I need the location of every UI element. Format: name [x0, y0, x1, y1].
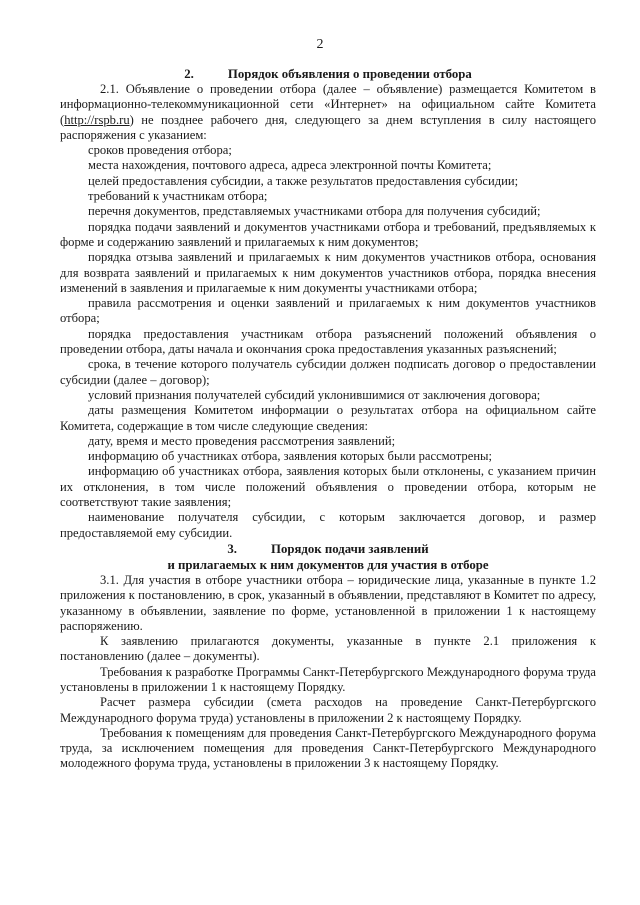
section-3-title-line2: и прилагаемых к ним документов для участия в отборе	[167, 557, 489, 572]
list-item: требований к участникам отбора;	[88, 189, 268, 204]
section-2-heading	[60, 66, 596, 82]
section-3-heading	[60, 541, 596, 573]
page-number: 2	[316, 37, 324, 52]
list-item: порядка подачи заявлений и документов участниками отбора и требований, предъявляемых к форме и содержанию заявлений и прилагаемых к ним документов;	[60, 219, 596, 249]
list-item: даты размещения Комитетом информации о результатах отбора на официальном сайте Комитета, содержащие в том числе следующие сведения:	[60, 403, 596, 433]
list-item: целей предоставления субсидии, а также результатов предоставления субсидии;	[88, 173, 519, 188]
list-item: места нахождения, почтового адреса, адреса электронной почты Комитета;	[88, 158, 492, 173]
list-item: порядка предоставления участникам отбора разъяснений положений объявления о проведении отбора, даты начала и окончания срока предоставления указанных разъяснений;	[60, 326, 596, 357]
list-item: информацию об участниках отбора, заявления которых были отклонены, с указанием причин их отклонения, в том числе положений объявления о проведении отбора, которым не соответствуют такие заявления;	[60, 464, 596, 510]
list-item: правила рассмотрения и оценки заявлений и прилагаемых к ним документов участников отбора;	[60, 296, 596, 326]
section-3-title-line1: Порядок подачи заявлений	[271, 541, 429, 556]
paragraph: Требования к помещениям для проведения Санкт-Петербургского Международного форума труда, за исключением помещения для проведения Санкт-Петербургского Международного молодежного форума труда, установлены в приложении 3 к настоящему Порядку.	[60, 725, 596, 771]
document-body	[60, 66, 596, 772]
list-item: перечня документов, представляемых участниками отбора для получения субсидий;	[88, 204, 541, 219]
list-item: дату, время и место проведения рассмотрения заявлений;	[88, 433, 396, 448]
section-2-number: 2.	[184, 67, 194, 81]
list-item: срока, в течение которого получатель субсидии должен подписать договор о предоставлении субсидии (далее – договор);	[60, 357, 596, 387]
paragraph: К заявлению прилагаются документы, указанные в пункте 2.1 приложения к постановлению (далее – документы).	[60, 634, 596, 664]
list-item: условий признания получателей субсидий уклонившимися от заключения договора;	[88, 387, 541, 402]
intro-text: 2.1. Объявление о проведении отбора (далее – объявление) размещается Комитетом в информационно-телекоммуникационной сети «Интернет» на официальном сайте Комитета (	[60, 82, 596, 127]
list-item: наименование получателя субсидии, с которым заключается договор, и размер предоставляемой ему субсидии.	[60, 510, 596, 540]
website-link[interactable]: http://rspb.ru	[64, 112, 130, 127]
paragraph: Требования к разработке Программы Санкт-Петербургского Международного форума труда установлены в приложении 1 к настоящему Порядку.	[60, 664, 596, 694]
section-3-number: 3.	[227, 541, 238, 556]
paragraph: Расчет размера субсидии (смета расходов на проведение Санкт-Петербургского Международного форума труда) установлены в приложении 2 к настоящему Порядку.	[60, 695, 596, 725]
intro-text-end: ) не позднее рабочего дня, следующего за днем вступления в силу настоящего распоряжения с указанием:	[60, 112, 596, 142]
section-2-title: Порядок объявления о проведении отбора	[227, 67, 472, 81]
list-item: порядка отзыва заявлений и прилагаемых к ним документов участников отбора, основания для возврата заявлений и прилагаемых к ним документов участников отбора, порядка внесения изменений в заявления и прилагаемые к ним документы участниками отбора;	[60, 250, 596, 295]
list-item: сроков проведения отбора;	[88, 143, 232, 158]
section-2-intro	[60, 82, 596, 143]
list-item: информацию об участниках отбора, заявления которых были рассмотрены;	[88, 449, 493, 464]
paragraph: 3.1. Для участия в отборе участники отбора – юридические лица, указанные в пункте 1.2 приложения к постановлению, в срок, указанный в объявлении, представляют в Комитет по адресу, указанному в объявлении, заявление по форме, установленной в приложении 1 к настоящему распоряжению.	[60, 572, 596, 633]
